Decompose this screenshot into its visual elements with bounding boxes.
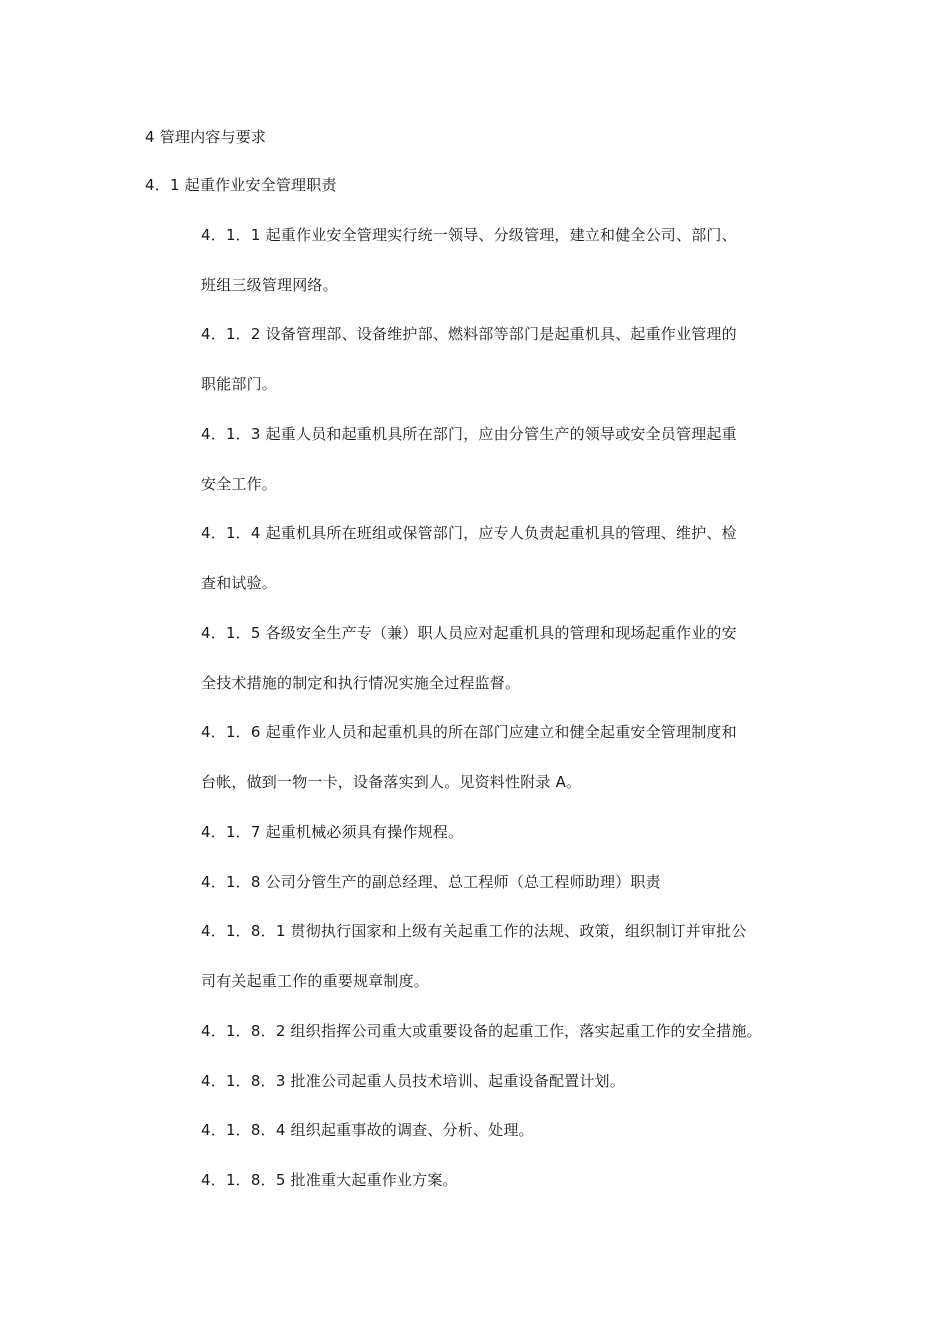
paragraph-line: 司有关起重工作的重要规章制度。 (201, 972, 430, 990)
paragraph-line: 4．1．5 各级安全生产专（兼）职人员应对起重机具的管理和现场起重作业的安 (201, 624, 737, 642)
paragraph-line: 4．1．6 起重作业人员和起重机具的所在部门应建立和健全起重安全管理制度和 (201, 723, 737, 741)
paragraph-line: 职能部门。 (201, 375, 278, 393)
paragraph-line: 4．1．2 设备管理部、设备维护部、燃料部等部门是起重机具、起重作业管理的 (201, 325, 737, 343)
paragraph-line: 4．1．7 起重机械必须具有操作规程。 (201, 823, 464, 841)
paragraph-line: 4．1．8．3 批准公司起重人员技术培训、起重设备配置计划。 (201, 1072, 625, 1090)
paragraph-line: 4．1．8．4 组织起重事故的调查、分析、处理。 (201, 1121, 534, 1139)
paragraph-line: 4．1．8．5 批准重大起重作业方案。 (201, 1171, 458, 1189)
paragraph-line: 4．1．4 起重机具所在班组或保管部门，应专人负责起重机具的管理、维护、检 (201, 524, 737, 542)
paragraph-line: 4．1．8．2 组织指挥公司重大或重要设备的起重工作，落实起重工作的安全措施。 (201, 1022, 762, 1040)
paragraph-line: 安全工作。 (201, 475, 278, 493)
paragraph-line: 4．1．8．1 贯彻执行国家和上级有关起重工作的法规、政策，组织制订并审批公 (201, 922, 747, 940)
subsection-heading: 4．1 起重作业安全管理职责 (145, 176, 337, 194)
paragraph-line: 全技术措施的制定和执行情况实施全过程监督。 (201, 674, 521, 692)
paragraph-line: 4．1．8 公司分管生产的副总经理、总工程师（总工程师助理）职责 (201, 873, 661, 891)
paragraph-line: 查和试验。 (201, 574, 278, 592)
paragraph-line: 4．1．1 起重作业安全管理实行统一领导、分级管理，建立和健全公司、部门、 (201, 226, 737, 244)
paragraph-line: 台帐，做到一物一卡，设备落实到人。见资料性附录 A。 (201, 773, 582, 791)
paragraph-line: 4．1．3 起重人员和起重机具所在部门，应由分管生产的领导或安全员管理起重 (201, 425, 737, 443)
paragraph-line: 班组三级管理网络。 (201, 276, 338, 294)
section-heading: 4 管理内容与要求 (145, 128, 267, 146)
